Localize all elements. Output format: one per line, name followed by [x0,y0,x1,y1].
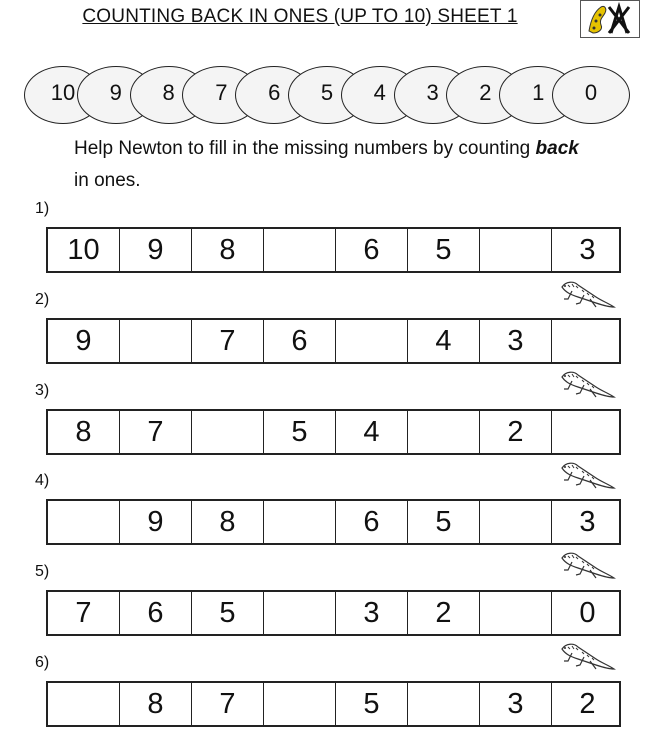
blank-answer-cell[interactable] [120,320,192,362]
blank-answer-cell[interactable] [336,320,408,362]
number-cell: 5 [336,683,408,725]
newt-icon [556,367,618,403]
number-cell: 2 [480,411,552,453]
number-bubble-value: 0 [584,80,598,105]
number-cell: 4 [336,411,408,453]
number-row [46,409,621,455]
number-bubble-value: 7 [215,80,228,105]
newt-icon [556,639,618,675]
newt-icon [556,458,618,494]
number-cell: 5 [408,501,480,543]
number-cell: 5 [408,229,480,271]
page-title: COUNTING BACK IN ONES (UP TO 10) SHEET 1 [82,6,518,27]
number-cell: 3 [579,505,596,538]
blank-answer-cell[interactable] [480,229,552,271]
blank-answer-cell[interactable] [264,501,336,543]
number-cell: 5 [264,411,336,453]
instructions-text: Help Newton to fill in the missing numbers by counting [74,138,536,159]
number-cell: 6 [336,229,408,271]
number-bubble-value: 10 [50,80,76,105]
number-cell: 7 [192,683,264,725]
blank-answer-cell[interactable] [408,683,480,725]
blank-answer-cell[interactable] [480,592,552,634]
blank-answer-cell[interactable] [552,320,623,362]
number-row [46,499,621,545]
number-row [46,590,621,636]
blank-answer-cell[interactable] [48,683,120,725]
blank-answer-cell[interactable] [264,683,336,725]
number-row [46,318,621,364]
blank-answer-cell[interactable] [48,501,120,543]
number-cell: 3 [579,233,596,266]
number-cell: 9 [120,501,192,543]
number-bubble-value: 5 [320,80,334,105]
question-label: 4) [35,472,50,489]
instructions-emphasis: back [535,138,579,159]
blank-answer-cell[interactable] [552,411,623,453]
question-label: 2) [35,291,50,308]
number-cell: 10 [48,229,120,271]
newt-icon [556,548,618,584]
number-cell: 4 [408,320,480,362]
instructions-text-line2: in ones. [74,170,141,191]
number-cell: 3 [480,683,552,725]
question-label: 1) [35,200,50,217]
number-bubble-value: 9 [109,80,122,105]
number-cell: 8 [192,229,264,271]
blank-answer-cell[interactable] [192,411,264,453]
question-label: 5) [35,563,50,580]
number-bubble-value: 1 [532,80,545,105]
blank-answer-cell[interactable] [480,501,552,543]
number-bubble-value: 6 [268,80,281,105]
number-cell: 6 [264,320,336,362]
number-line [0,0,649,130]
blank-answer-cell[interactable] [408,411,480,453]
number-cell: 3 [336,592,408,634]
number-bubble-value: 4 [373,80,386,105]
number-cell: 9 [120,229,192,271]
number-cell: 6 [120,592,192,634]
instructions [74,133,634,197]
number-bubble-value: 3 [426,80,439,105]
blank-answer-cell[interactable] [264,229,336,271]
number-cell: 7 [192,320,264,362]
number-bubble-value: 2 [479,80,492,105]
number-cell: 7 [48,592,120,634]
newt-icon [556,277,618,313]
number-cell: 8 [192,501,264,543]
number-cell: 8 [48,411,120,453]
number-bubble-value: 8 [162,80,175,105]
number-cell: 0 [579,596,596,629]
number-row [46,681,621,727]
number-cell: 9 [48,320,120,362]
number-cell: 8 [120,683,192,725]
number-cell: 7 [120,411,192,453]
number-cell: 5 [192,592,264,634]
number-row [46,227,621,273]
number-cell: 2 [579,687,596,720]
number-cell: 6 [336,501,408,543]
question-label: 6) [35,654,50,671]
number-cell: 3 [480,320,552,362]
question-label: 3) [35,382,50,399]
number-cell: 2 [408,592,480,634]
blank-answer-cell[interactable] [264,592,336,634]
